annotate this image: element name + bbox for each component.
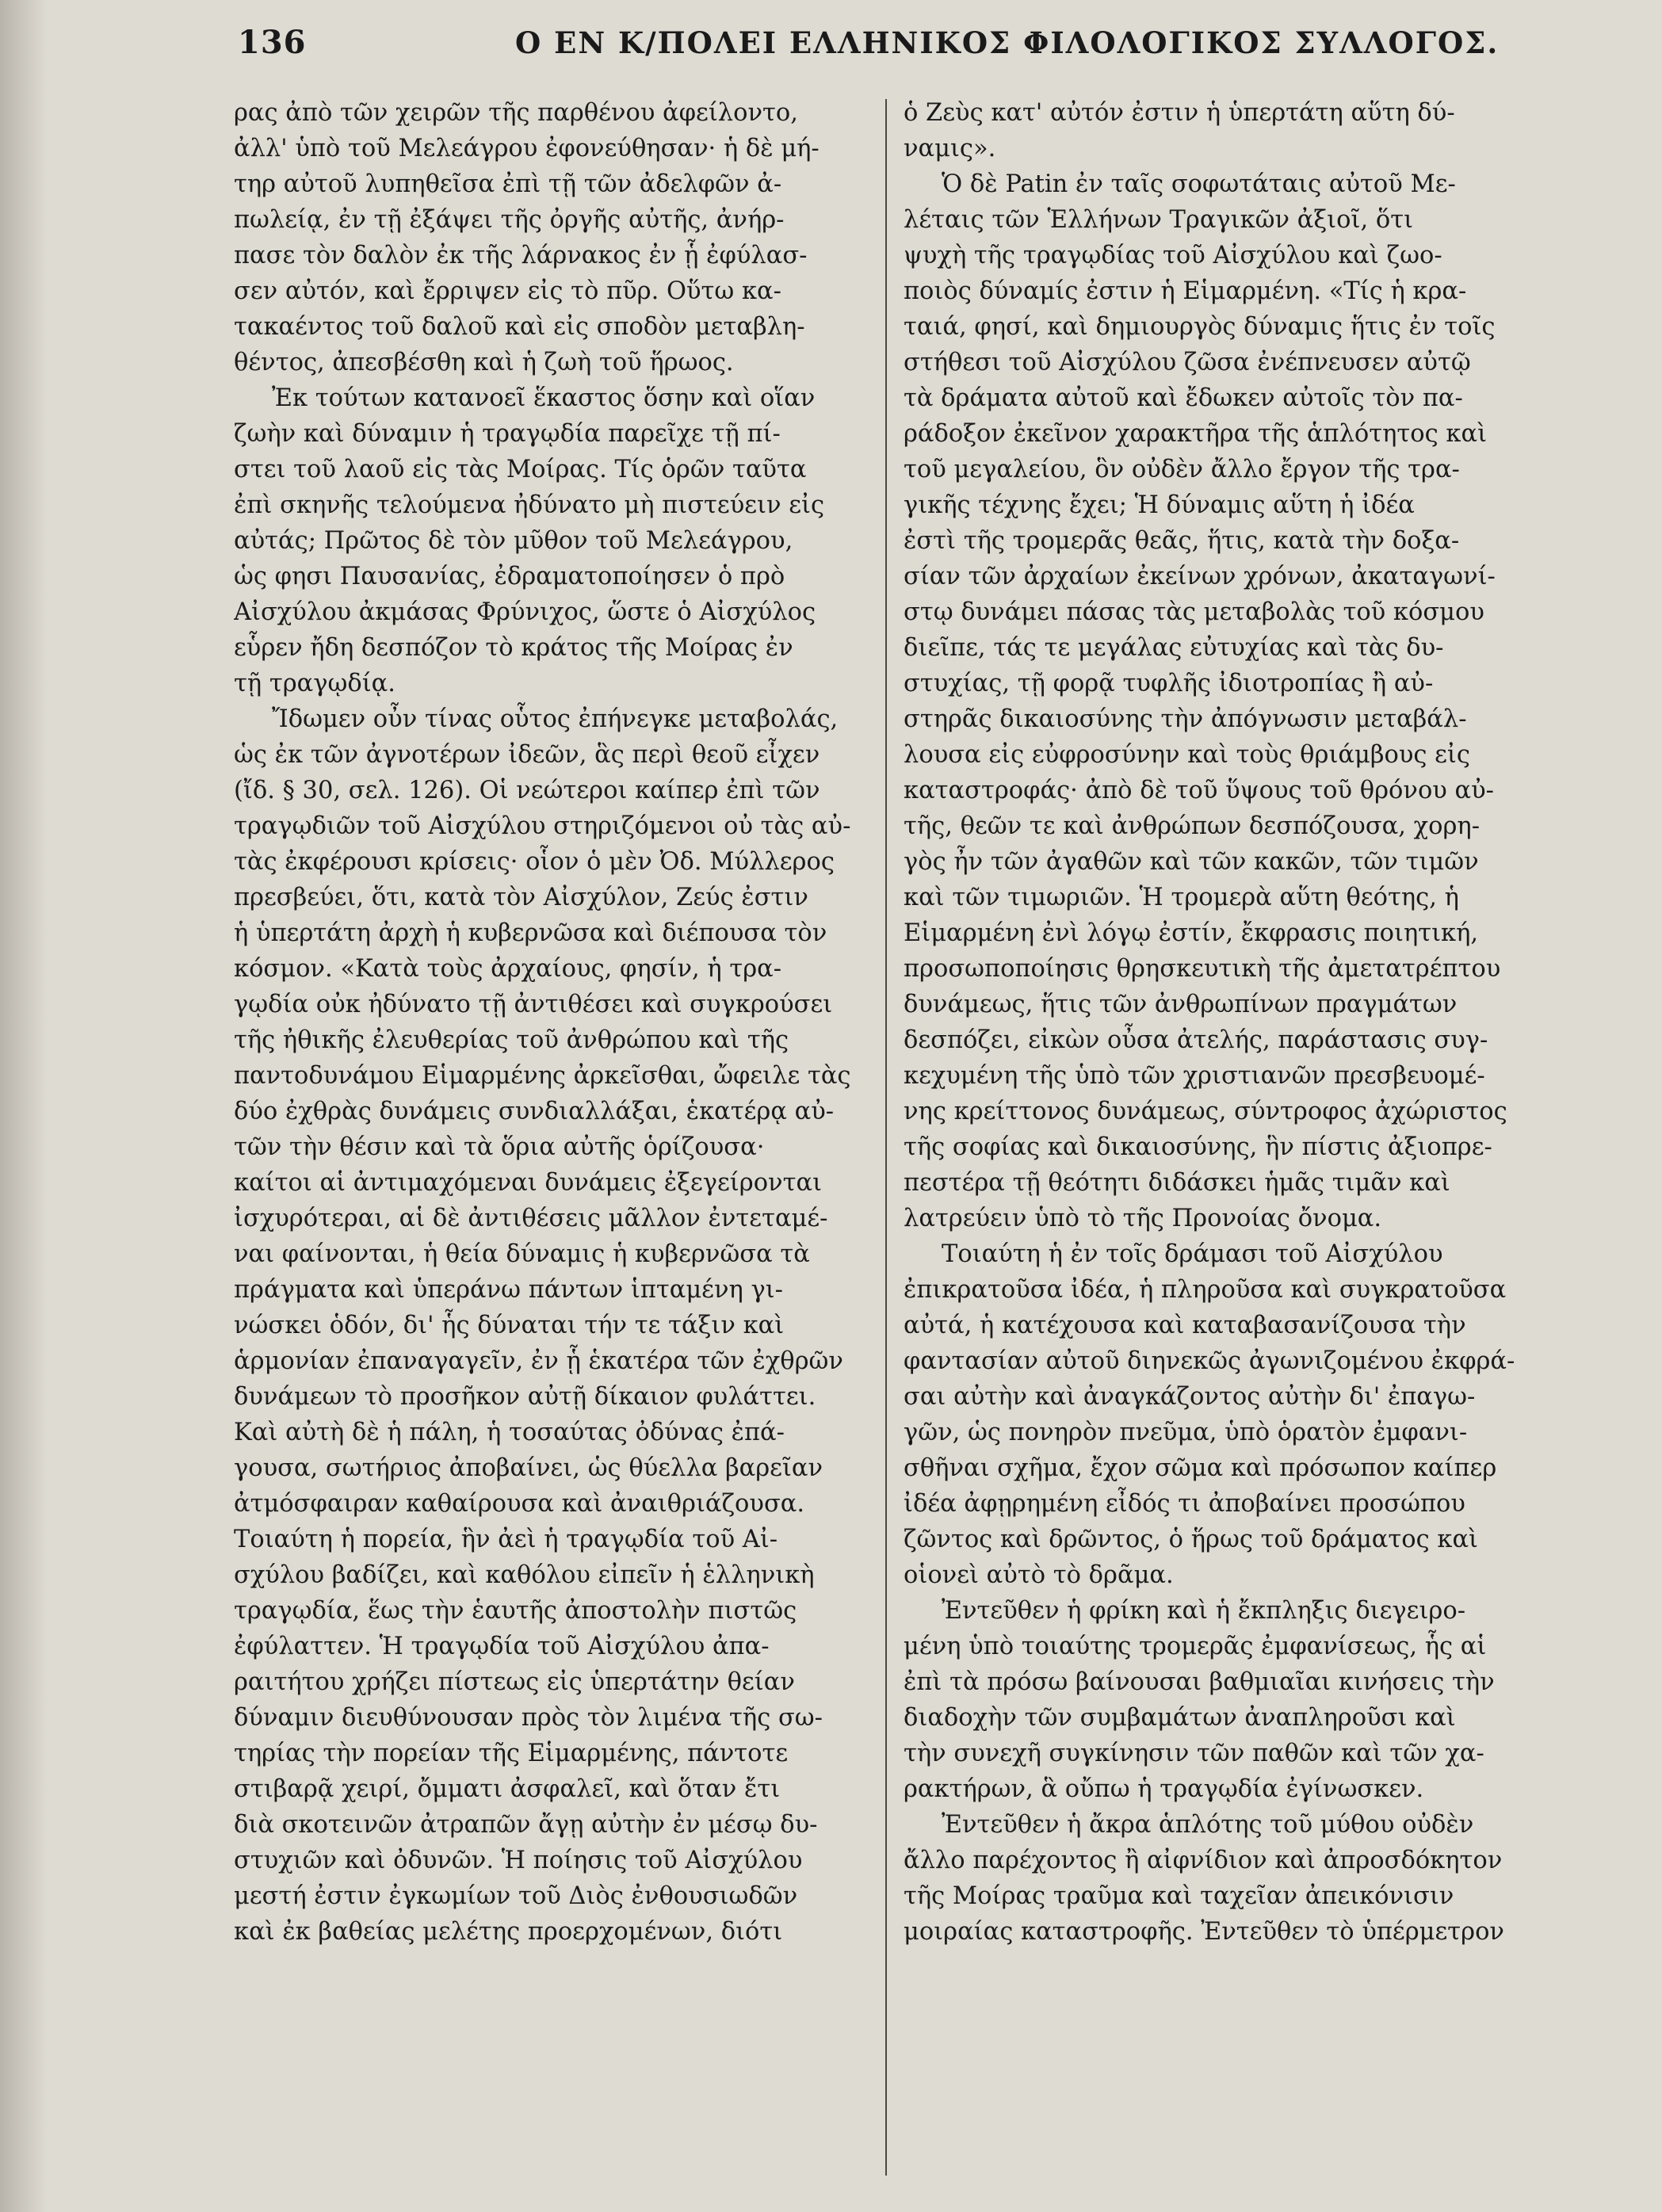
text-line: Αἰσχύλου ἀκμάσας Φρύνιχος, ὥστε ὁ Αἰσχύλος [234, 598, 816, 626]
text-line: ἰδέα ἀφῃρημένη εἶδός τι ἀποβαίνει προσώπου [904, 1490, 1465, 1518]
text-line: σίαν τῶν ἀρχαίων ἐκείνων χρόνων, ἀκαταγωνί- [904, 563, 1496, 590]
text-line: πεστέρα τῇ θεότητι διδάσκει ἡμᾶς τιμᾶν καὶ [904, 1169, 1450, 1197]
text-line: Καὶ αὐτὴ δὲ ἡ πάλη, ἡ τοσαύτας ὀδύνας ἐπά- [234, 1419, 785, 1446]
text-line: ζῶντος καὶ δρῶντος, ὁ ἥρως τοῦ δράματος καὶ [904, 1526, 1479, 1553]
text-line: κόσμον. «Κατὰ τοὺς ἀρχαίους, φησίν, ἡ τρα- [234, 955, 782, 983]
text-line: γικῆς τέχνης ἔχει; Ἡ δύναμις αὕτη ἡ ἰδέα [904, 491, 1415, 519]
text-line: στιβαρᾷ χειρί, ὄμματι ἀσφαλεῖ, καὶ ὅταν ἔτι [234, 1775, 781, 1803]
text-line: ὡς ἐκ τῶν ἀγνοτέρων ἰδεῶν, ἃς περὶ θεοῦ εἶχεν [234, 741, 820, 769]
column-divider [885, 99, 887, 2176]
text-line: ναι φαίνονται, ἡ θεία δύναμις ἡ κυβερνῶσα τὰ [234, 1240, 810, 1268]
text-line: ἁρμονίαν ἐπαναγαγεῖν, ἐν ᾗ ἑκατέρα τῶν ἐχθρῶν [234, 1347, 843, 1375]
text-line: τηρίας τὴν πορείαν τῆς Εἱμαρμένης, πάντοτε [234, 1740, 789, 1767]
text-line: τοῦ μεγαλείου, ὃν οὐδὲν ἄλλο ἔργον τῆς τρα- [904, 456, 1460, 483]
text-line: τῆς ἠθικῆς ἐλευθερίας τοῦ ἀνθρώπου καὶ τῆς [234, 1026, 789, 1054]
text-line: λατρεύειν ὑπὸ τὸ τῆς Προνοίας ὄνομα. [904, 1205, 1382, 1232]
text-line: ὁ Ζεὺς κατ' αὐτόν ἐστιν ἡ ὑπερτάτη αὕτη δύ- [904, 99, 1455, 127]
text-line: στυχίας, τῇ φορᾷ τυφλῆς ἰδιοτροπίας ἢ αὐ- [904, 670, 1434, 697]
text-line: ἄλλο παρέχοντος ἢ αἰφνίδιον καὶ ἀπροσδόκητον [904, 1847, 1503, 1874]
text-line: δύναμιν διευθύνουσαν πρὸς τὸν λιμένα τῆς σω- [234, 1704, 823, 1732]
text-line: ραιτήτου χρήζει πίστεως εἰς ὑπερτάτην θείαν [234, 1668, 795, 1696]
text-line: τραγῳδία, ἕως τὴν ἑαυτῆς ἀποστολὴν πιστῶς [234, 1597, 797, 1625]
text-line: τραγῳδιῶν τοῦ Αἰσχύλου στηριζόμενοι οὐ τὰς αὐ- [234, 812, 851, 840]
left-column [234, 95, 872, 1950]
text-line: ἐστὶ τῆς τρομερᾶς θεᾶς, ἥτις, κατὰ τὴν δοξα- [904, 527, 1460, 555]
text-line: καίτοι αἱ ἀντιμαχόμεναι δυνάμεις ἐξεγείρονται [234, 1169, 823, 1197]
text-line: σχύλου βαδίζει, καὶ καθόλου εἰπεῖν ἡ ἑλληνικὴ [234, 1561, 815, 1589]
text-line: (ἴδ. § 30, σελ. 126). Οἱ νεώτεροι καίπερ ἐπὶ τῶν [234, 777, 820, 804]
page-header [0, 0, 1662, 79]
text-line: ἐπικρατοῦσα ἰδέα, ἡ πληροῦσα καὶ συγκρατοῦσα [904, 1276, 1507, 1304]
text-line: αὐτάς; Πρῶτος δὲ τὸν μῦθον τοῦ Μελεάγρου, [234, 527, 793, 555]
text-line: ἡ ὑπερτάτη ἀρχὴ ἡ κυβερνῶσα καὶ διέπουσα τὸν [234, 919, 827, 947]
text-line: Ὁ δὲ Patin ἐν ταῖς σοφωτάταις αὐτοῦ Με- [942, 170, 1456, 198]
text-line: Ἐκ τούτων κατανοεῖ ἕκαστος ὅσην καὶ οἵαν [272, 384, 816, 412]
text-line: Ἴδωμεν οὖν τίνας οὗτος ἐπήνεγκε μεταβολάς, [272, 705, 839, 733]
text-line: φαντασίαν αὐτοῦ διηνεκῶς ἀγωνιζομένου ἐκφρά- [904, 1347, 1515, 1375]
text-line: Εἱμαρμένη ἐνὶ λόγῳ ἐστίν, ἔκφρασις ποιητική, [904, 919, 1479, 947]
text-line: καταστροφάς· ἀπὸ δὲ τοῦ ὕψους τοῦ θρόνου αὐ- [904, 777, 1494, 804]
text-line: παντοδυνάμου Εἱμαρμένης ἀρκεῖσθαι, ὤφειλε τὰς [234, 1062, 851, 1090]
running-head: Ο ΕΝ Κ/ΠΟΛΕΙ ΕΛΛΗΝΙΚΟΣ ΦΙΛΟΛΟΓΙΚΟΣ ΣΥΛΛΟΓΟΣ. [515, 25, 1500, 60]
page-number: 136 [238, 24, 307, 61]
text-line: γουσα, σωτήριος ἀποβαίνει, ὡς θύελλα βαρεῖαν [234, 1454, 823, 1482]
text-line: σεν αὐτόν, καὶ ἔρριψεν εἰς τὸ πῦρ. Οὕτω κα- [234, 277, 781, 305]
text-line: δύο ἐχθρὰς δυνάμεις συνδιαλλάξαι, ἑκατέρᾳ αὐ- [234, 1098, 835, 1125]
text-line: τὰ δράματα αὐτοῦ καὶ ἔδωκεν αὐτοῖς τὸν πα- [904, 384, 1463, 412]
text-line: στῳ δυνάμει πάσας τὰς μεταβολὰς τοῦ κόσμου [904, 598, 1484, 626]
text-line: Τοιαύτη ἡ πορεία, ἣν ἀεὶ ἡ τραγῳδία τοῦ Αἰ- [234, 1526, 778, 1553]
text-line: πρεσβεύει, ὅτι, κατὰ τὸν Αἰσχύλον, Ζεύς ἐστιν [234, 884, 808, 911]
text-line: ζωὴν καὶ δύναμιν ἡ τραγῳδία παρεῖχε τῇ πί- [234, 420, 781, 448]
text-line: στει τοῦ λαοῦ εἰς τὰς Μοίρας. Τίς ὁρῶν ταῦτα [234, 456, 807, 483]
text-line: δυνάμεως, ἥτις τῶν ἀνθρωπίνων πραγμάτων [904, 991, 1458, 1018]
text-line: πράγματα καὶ ὑπεράνω πάντων ἱπταμένη γι- [234, 1276, 783, 1304]
text-line: μένη ὑπὸ τοιαύτης τρομερᾶς ἐμφανίσεως, ἧς αἱ [904, 1633, 1487, 1660]
text-line: διὰ σκοτεινῶν ἀτραπῶν ἄγῃ αὐτὴν ἐν μέσῳ δυ- [234, 1811, 818, 1839]
text-line: πωλείᾳ, ἐν τῇ ἐξάψει τῆς ὀργῆς αὐτῆς, ἀνήρ- [234, 206, 785, 234]
text-line: στηρᾶς δικαιοσύνης τὴν ἀπόγνωσιν μεταβάλ- [904, 705, 1467, 733]
text-line: στήθεσι τοῦ Αἰσχύλου ζῶσα ἐνέπνευσεν αὐτῷ [904, 349, 1471, 376]
text-line: μοιραίας καταστροφῆς. Ἐντεῦθεν τὸ ὑπέρμετρον [904, 1918, 1504, 1946]
text-line: προσωποποίησις θρησκευτικὴ τῆς ἀμετατρέπτου [904, 955, 1501, 983]
text-line: σθῆναι σχῆμα, ἔχον σῶμα καὶ πρόσωπον καίπερ [904, 1454, 1497, 1482]
text-line: Ἐντεῦθεν ἡ ἄκρα ἁπλότης τοῦ μύθου οὐδὲν [942, 1811, 1474, 1839]
text-line: λέταις τῶν Ἑλλήνων Τραγικῶν ἀξιοῖ, ὅτι [904, 206, 1414, 234]
right-column [904, 95, 1538, 1950]
text-line: ρας ἀπὸ τῶν χειρῶν τῆς παρθένου ἀφείλοντο, [234, 99, 798, 127]
text-line: ράδοξον ἐκεῖνον χαρακτῆρα τῆς ἁπλότητος καὶ [904, 420, 1488, 448]
text-line: ποιὸς δύναμίς ἐστιν ἡ Εἱμαρμένη. «Τίς ἡ κρα- [904, 277, 1467, 305]
text-line: τῶν τὴν θέσιν καὶ τὰ ὅρια αὐτῆς ὁρίζουσα· [234, 1133, 765, 1161]
text-line: γὸς ἦν τῶν ἀγαθῶν καὶ τῶν κακῶν, τῶν τιμῶν [904, 848, 1479, 876]
page-gutter-shadow [0, 0, 48, 2212]
text-line: ὡς φησι Παυσανίας, ἐδραματοποίησεν ὁ πρὸ [234, 563, 785, 590]
text-line: ἰσχυρότεραι, αἱ δὲ ἀντιθέσεις μᾶλλον ἐντεταμέ- [234, 1205, 828, 1232]
text-line: κεχυμένη τῆς ὑπὸ τῶν χριστιανῶν πρεσβευομέ- [904, 1062, 1485, 1090]
text-line: ψυχὴ τῆς τραγῳδίας τοῦ Αἰσχύλου καὶ ζωο- [904, 242, 1442, 269]
text-line: ἐπὶ τὰ πρόσω βαίνουσαι βαθμιαῖαι κινήσεις τὴν [904, 1668, 1495, 1696]
text-line: τῆς σοφίας καὶ δικαιοσύνης, ἣν πίστις ἀξιοπρε- [904, 1133, 1492, 1161]
text-line: ταιά, φησί, καὶ δημιουργὸς δύναμις ἥτις ἐν τοῖς [904, 313, 1496, 341]
text-line: γῶν, ὡς πονηρὸν πνεῦμα, ὑπὸ ὁρατὸν ἐμφανι- [904, 1419, 1468, 1446]
text-line: εὗρεν ἤδη δεσπόζον τὸ κράτος τῆς Μοίρας ἐν [234, 634, 793, 662]
text-line: διαδοχὴν τῶν συμβαμάτων ἀναπληροῦσι καὶ [904, 1704, 1456, 1732]
text-line: νης κρείττονος δυνάμεως, σύντροφος ἀχώριστος [904, 1098, 1507, 1125]
text-line: γῳδία οὐκ ἠδύνατο τῇ ἀντιθέσει καὶ συγκρούσει [234, 991, 833, 1018]
text-line: δεσπόζει, εἰκὼν οὖσα ἀτελής, παράστασις συγ- [904, 1026, 1488, 1054]
text-line: θέντος, ἀπεσβέσθη καὶ ἡ ζωὴ τοῦ ἥρωος. [234, 349, 734, 376]
text-line: τῆς Μοίρας τραῦμα καὶ ταχεῖαν ἀπεικόνισιν [904, 1882, 1454, 1910]
text-line: στυχιῶν καὶ ὀδυνῶν. Ἡ ποίησις τοῦ Αἰσχύλου [234, 1847, 803, 1874]
text-line: μεστή ἐστιν ἐγκωμίων τοῦ Διὸς ἐνθουσιωδῶν [234, 1882, 798, 1910]
text-line: ρακτήρων, ἃ οὔπω ἡ τραγῳδία ἐγίνωσκεν. [904, 1775, 1424, 1803]
text-line: καὶ ἐκ βαθείας μελέτης προερχομένων, διότι [234, 1918, 783, 1946]
text-line: λουσα εἰς εὐφροσύνην καὶ τοὺς θριάμβους εἰς [904, 741, 1470, 769]
text-line: ἐπὶ σκηνῆς τελούμενα ἠδύνατο μὴ πιστεύειν εἰς [234, 491, 825, 519]
text-line: Τοιαύτη ἡ ἐν τοῖς δράμασι τοῦ Αἰσχύλου [942, 1240, 1443, 1268]
text-line: ἀλλ' ὑπὸ τοῦ Μελεάγρου ἐφονεύθησαν· ἡ δὲ μή- [234, 135, 820, 162]
text-line: οἱονεὶ αὐτὸ τὸ δρᾶμα. [904, 1561, 1174, 1589]
text-line: τὴν συνεχῆ συγκίνησιν τῶν παθῶν καὶ τῶν χα- [904, 1740, 1484, 1767]
text-line: καὶ τῶν τιμωριῶν. Ἡ τρομερὰ αὕτη θεότης, ἡ [904, 884, 1459, 911]
text-line: τῇ τραγῳδίᾳ. [234, 670, 395, 697]
text-line: τακαέντος τοῦ δαλοῦ καὶ εἰς σποδὸν μεταβλη- [234, 313, 805, 341]
text-line: αὐτά, ἡ κατέχουσα καὶ καταβασανίζουσα τὴν [904, 1312, 1466, 1339]
text-line: τὰς ἐκφέρουσι κρίσεις· οἷον ὁ μὲν Ὀδ. Μύλλερος [234, 848, 835, 876]
text-line: Ἐντεῦθεν ἡ φρίκη καὶ ἡ ἔκπληξις διεγειρο- [942, 1597, 1466, 1625]
text-line: ἐφύλαττεν. Ἡ τραγῳδία τοῦ Αἰσχύλου ἀπα- [234, 1633, 770, 1660]
text-line: τῆς, θεῶν τε καὶ ἀνθρώπων δεσπόζουσα, χορη- [904, 812, 1481, 840]
text-line: διεῖπε, τάς τε μεγάλας εὐτυχίας καὶ τὰς δυ- [904, 634, 1444, 662]
text-line: ἀτμόσφαιραν καθαίρουσα καὶ ἀναιθριάζουσα. [234, 1490, 805, 1518]
text-line: σαι αὐτὴν καὶ ἀναγκάζοντος αὐτὴν δι' ἐπαγω- [904, 1383, 1476, 1411]
text-line: νώσκει ὁδόν, δι' ἧς δύναται τήν τε τάξιν καὶ [234, 1312, 785, 1339]
text-line: δυνάμεων τὸ προσῆκον αὐτῇ δίκαιον φυλάττει. [234, 1383, 816, 1411]
text-line: ναμις». [904, 135, 996, 162]
text-line: τηρ αὐτοῦ λυπηθεῖσα ἐπὶ τῇ τῶν ἀδελφῶν ἀ- [234, 170, 782, 198]
text-line: πασε τὸν δαλὸν ἐκ τῆς λάρνακος ἐν ᾗ ἐφύλασ- [234, 242, 808, 269]
